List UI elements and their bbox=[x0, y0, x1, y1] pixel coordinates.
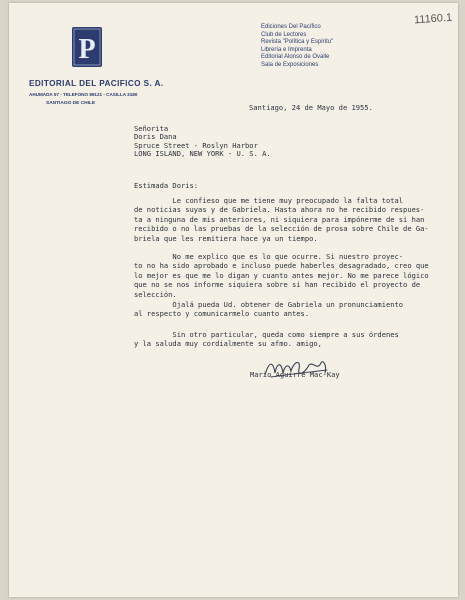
signature-name: Mario Aguirre Mac-Kay bbox=[250, 370, 340, 379]
service-item: Club de Lectores bbox=[261, 31, 307, 38]
service-item: Librería e Imprenta bbox=[261, 46, 312, 53]
paragraph-line: Sin otro particular, queda como siempre a sus órdenes bbox=[134, 330, 399, 339]
paragraph-line: No me explico que es lo que ocurre. Si nuestro proyec- bbox=[134, 252, 404, 261]
paragraph-line: y la saluda muy cordialmente su afmo. amigo, bbox=[134, 339, 322, 349]
letter-page bbox=[9, 3, 458, 597]
paragraph-line: ta a ninguna de mis anteriores, ni siquiera para impónerme de si han bbox=[134, 214, 425, 224]
letter-paragraph bbox=[134, 252, 429, 299]
recipient-line: Doris Dana bbox=[134, 132, 177, 142]
letter-paragraph bbox=[134, 300, 403, 319]
service-item: Sala de Exposiciones bbox=[261, 61, 319, 68]
publisher-services-list bbox=[261, 24, 333, 70]
publisher-city: SANTIAGO DE CHILE bbox=[46, 101, 96, 106]
paragraph-line: que no se nos informe siquiera sobre si han recibido el proyecto de bbox=[134, 280, 421, 290]
paragraph-line: de noticias suyas y de Gabriela. Hasta ahora no he recibido respues- bbox=[134, 205, 425, 215]
publisher-name: EDITORIAL DEL PACIFICO S. A. bbox=[29, 79, 164, 88]
paragraph-line: recibido o no las pruebas de la selección de prosa sobre Chile de Ga- bbox=[134, 224, 429, 234]
recipient-line: LONG ISLAND, NEW YORK - U. S. A. bbox=[134, 149, 271, 159]
recipient-block bbox=[134, 125, 271, 159]
letter-paragraph bbox=[134, 196, 429, 243]
paragraph-line: al respecto y comunicarmelo cuanto antes. bbox=[134, 309, 310, 319]
logo-letter: P bbox=[78, 34, 96, 65]
paragraph-line: lo mejor es que me lo digan y cuanto antes mejor. No me parece lógico bbox=[134, 270, 429, 280]
letter-paragraph bbox=[134, 330, 399, 349]
letter-date: Santiago, 24 de Mayo de 1955. bbox=[249, 103, 373, 112]
paragraph-line: selección. bbox=[134, 289, 177, 299]
service-item: Editorial Alonso de Ovalle bbox=[261, 54, 330, 61]
publisher-logo-mark bbox=[72, 27, 102, 67]
paragraph-line: briela que les remitiera hace ya un tiempo. bbox=[134, 233, 318, 243]
archive-number: 11160.1 bbox=[413, 11, 453, 27]
service-item: Revista "Política y Espíritu" bbox=[261, 39, 334, 46]
publisher-address: AHUMADA 57 - TELEFONO 89121 - CASILLA 3180 bbox=[29, 92, 138, 97]
paragraph-line: Ojalá pueda Ud. obtener de Gabriela un pronunciamiento bbox=[134, 300, 404, 309]
paragraph-line: Le confieso que me tiene muy preocupado la falta total bbox=[134, 196, 404, 205]
paragraph-line: to no ha sido aprobado e incluso puede haberles desagradado, creo que bbox=[134, 261, 429, 271]
recipient-line: Señorita bbox=[134, 124, 169, 133]
letter-greeting: Estimada Doris: bbox=[134, 181, 199, 190]
publisher-logo bbox=[72, 27, 102, 67]
service-item: Ediciones Del Pacífico bbox=[261, 24, 321, 30]
recipient-line: Spruce Street - Roslyn Harbor bbox=[134, 140, 258, 150]
